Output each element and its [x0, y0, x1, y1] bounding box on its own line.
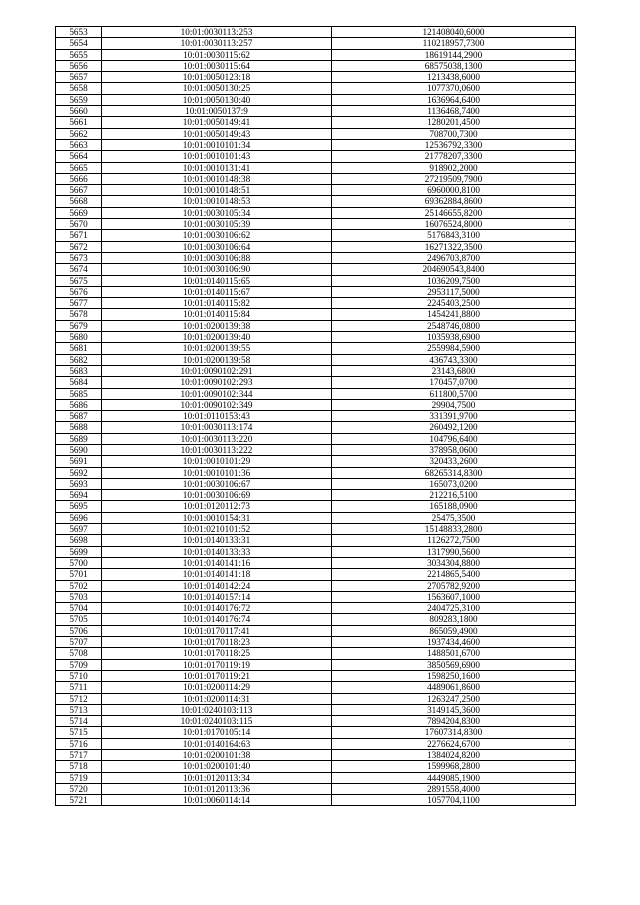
row-number-cell: 5695 — [56, 501, 102, 512]
cadastral-value-cell: 6960000,8100 — [332, 185, 576, 196]
cadastral-number-cell: 10:01:0140115:67 — [102, 286, 332, 297]
row-number-cell: 5683 — [56, 365, 102, 376]
cadastral-number-cell: 10:01:0140133:31 — [102, 535, 332, 546]
table-row — [56, 388, 576, 399]
cadastral-number-cell: 10:01:0140141:16 — [102, 557, 332, 568]
cadastral-number-cell: 10:01:0030106:69 — [102, 490, 332, 501]
row-number-cell: 5662 — [56, 128, 102, 139]
cadastral-number-cell: 10:01:0050130:40 — [102, 94, 332, 105]
cadastral-value-cell: 1126272,7500 — [332, 535, 576, 546]
cadastral-number-cell: 10:01:0170117:41 — [102, 625, 332, 636]
cadastral-number-cell: 10:01:0170105:14 — [102, 727, 332, 738]
cadastral-number-cell: 10:01:0030106:67 — [102, 478, 332, 489]
cadastral-number-cell: 10:01:0010148:53 — [102, 196, 332, 207]
table-row — [56, 241, 576, 252]
cadastral-value-cell: 16271322,3500 — [332, 241, 576, 252]
row-number-cell: 5672 — [56, 241, 102, 252]
cadastral-value-cell: 212216,5100 — [332, 490, 576, 501]
cadastral-number-cell: 10:01:0010101:36 — [102, 467, 332, 478]
table-row — [56, 399, 576, 410]
table-row — [56, 603, 576, 614]
table-row — [56, 727, 576, 738]
row-number-cell: 5674 — [56, 264, 102, 275]
cadastral-value-cell: 16076524,8000 — [332, 219, 576, 230]
table-row — [56, 625, 576, 636]
row-number-cell: 5654 — [56, 38, 102, 49]
row-number-cell: 5693 — [56, 478, 102, 489]
row-number-cell: 5696 — [56, 512, 102, 523]
row-number-cell: 5660 — [56, 106, 102, 117]
cadastral-number-cell: 10:01:0140142:24 — [102, 580, 332, 591]
cadastral-number-cell: 10:01:0030105:39 — [102, 219, 332, 230]
table-row — [56, 693, 576, 704]
row-number-cell: 5715 — [56, 727, 102, 738]
table-row — [56, 524, 576, 535]
table-row — [56, 704, 576, 715]
cadastral-number-cell: 10:01:0200101:38 — [102, 750, 332, 761]
cadastral-number-cell: 10:01:0140157:14 — [102, 591, 332, 602]
cadastral-number-cell: 10:01:0090102:291 — [102, 365, 332, 376]
row-number-cell: 5700 — [56, 557, 102, 568]
cadastral-number-cell: 10:01:0140164:63 — [102, 738, 332, 749]
cadastral-value-cell: 23143,6800 — [332, 365, 576, 376]
cadastral-value-cell: 1454241,8800 — [332, 309, 576, 320]
table-row — [56, 94, 576, 105]
cadastral-number-cell: 10:01:0170119:21 — [102, 670, 332, 681]
table-row — [56, 162, 576, 173]
cadastral-value-cell: 69362884,8600 — [332, 196, 576, 207]
table-row — [56, 196, 576, 207]
cadastral-value-cell: 1213438,6000 — [332, 72, 576, 83]
table-row — [56, 478, 576, 489]
cadastral-number-cell: 10:01:0050149:43 — [102, 128, 332, 139]
row-number-cell: 5709 — [56, 659, 102, 670]
table-row — [56, 490, 576, 501]
cadastral-value-cell: 5176843,3100 — [332, 230, 576, 241]
cadastral-number-cell: 10:01:0140176:72 — [102, 603, 332, 614]
cadastral-number-cell: 10:01:0200139:55 — [102, 343, 332, 354]
cadastral-value-cell: 1317990,5600 — [332, 546, 576, 557]
cadastral-number-cell: 10:01:0050137:9 — [102, 106, 332, 117]
cadastral-number-cell: 10:01:0170118:23 — [102, 637, 332, 648]
row-number-cell: 5697 — [56, 524, 102, 535]
cadastral-number-cell: 10:01:0030113:257 — [102, 38, 332, 49]
cadastral-value-cell: 27219509,7900 — [332, 173, 576, 184]
cadastral-number-cell: 10:01:0170119:19 — [102, 659, 332, 670]
table-row — [56, 38, 576, 49]
table-row — [56, 117, 576, 128]
cadastral-number-cell: 10:01:0090102:349 — [102, 399, 332, 410]
row-number-cell: 5713 — [56, 704, 102, 715]
table-row — [56, 659, 576, 670]
table-row — [56, 354, 576, 365]
row-number-cell: 5666 — [56, 173, 102, 184]
cadastral-number-cell: 10:01:0010154:31 — [102, 512, 332, 523]
row-number-cell: 5702 — [56, 580, 102, 591]
table-row — [56, 252, 576, 263]
row-number-cell: 5699 — [56, 546, 102, 557]
cadastral-number-cell: 10:01:0050130:25 — [102, 83, 332, 94]
table-row — [56, 173, 576, 184]
table-row — [56, 185, 576, 196]
cadastral-value-cell: 1488501,6700 — [332, 648, 576, 659]
table-row — [56, 546, 576, 557]
cadastral-number-cell: 10:01:0010101:43 — [102, 151, 332, 162]
cadastral-value-cell: 2891558,4000 — [332, 783, 576, 794]
table-body — [56, 27, 576, 806]
row-number-cell: 5694 — [56, 490, 102, 501]
cadastral-value-cell: 2245403,2500 — [332, 298, 576, 309]
cadastral-number-cell: 10:01:0210101:52 — [102, 524, 332, 535]
cadastral-value-cell: 1636964,6400 — [332, 94, 576, 105]
cadastral-value-cell: 260492,1200 — [332, 422, 576, 433]
row-number-cell: 5716 — [56, 738, 102, 749]
row-number-cell: 5686 — [56, 399, 102, 410]
row-number-cell: 5691 — [56, 456, 102, 467]
cadastral-value-cell: 2705782,9200 — [332, 580, 576, 591]
table-row — [56, 535, 576, 546]
row-number-cell: 5679 — [56, 320, 102, 331]
row-number-cell: 5688 — [56, 422, 102, 433]
row-number-cell: 5703 — [56, 591, 102, 602]
cadastral-value-cell: 1599968,2800 — [332, 761, 576, 772]
table-row — [56, 783, 576, 794]
cadastral-value-cell: 2276624,6700 — [332, 738, 576, 749]
cadastral-value-cell: 378958,0600 — [332, 444, 576, 455]
row-number-cell: 5678 — [56, 309, 102, 320]
row-number-cell: 5714 — [56, 716, 102, 727]
cadastral-value-cell: 170457,0700 — [332, 377, 576, 388]
cadastral-number-cell: 10:01:0200114:29 — [102, 682, 332, 693]
cadastral-value-cell: 4489061,8600 — [332, 682, 576, 693]
row-number-cell: 5719 — [56, 772, 102, 783]
row-number-cell: 5656 — [56, 60, 102, 71]
table-row — [56, 72, 576, 83]
table-row — [56, 219, 576, 230]
cadastral-value-cell: 1384024,8200 — [332, 750, 576, 761]
cadastral-value-cell: 1563607,1000 — [332, 591, 576, 602]
cadastral-value-cell: 1035938,6900 — [332, 332, 576, 343]
row-number-cell: 5669 — [56, 207, 102, 218]
row-number-cell: 5690 — [56, 444, 102, 455]
cadastral-value-cell: 17607314,8300 — [332, 727, 576, 738]
cadastral-number-cell: 10:01:0200101:40 — [102, 761, 332, 772]
cadastral-value-cell: 204690543,8400 — [332, 264, 576, 275]
table-row — [56, 569, 576, 580]
row-number-cell: 5675 — [56, 275, 102, 286]
row-number-cell: 5682 — [56, 354, 102, 365]
row-number-cell: 5668 — [56, 196, 102, 207]
cadastral-value-cell: 2404725,3100 — [332, 603, 576, 614]
row-number-cell: 5661 — [56, 117, 102, 128]
cadastral-number-cell: 10:01:0240103:115 — [102, 716, 332, 727]
table-row — [56, 772, 576, 783]
cadastral-value-cell: 1136468,7400 — [332, 106, 576, 117]
cadastral-value-cell: 12536792,3300 — [332, 139, 576, 150]
table-row — [56, 128, 576, 139]
row-number-cell: 5720 — [56, 783, 102, 794]
cadastral-value-cell: 121408040,6000 — [332, 27, 576, 38]
cadastral-number-cell: 10:01:0030106:88 — [102, 252, 332, 263]
row-number-cell: 5701 — [56, 569, 102, 580]
row-number-cell: 5671 — [56, 230, 102, 241]
row-number-cell: 5711 — [56, 682, 102, 693]
cadastral-number-cell: 10:01:0030106:62 — [102, 230, 332, 241]
cadastral-value-cell: 7894204,8300 — [332, 716, 576, 727]
cadastral-value-cell: 1937434,4600 — [332, 637, 576, 648]
row-number-cell: 5689 — [56, 433, 102, 444]
cadastral-value-cell: 809283,1800 — [332, 614, 576, 625]
cadastral-value-cell: 1077370,0600 — [332, 83, 576, 94]
table-row — [56, 467, 576, 478]
table-row — [56, 230, 576, 241]
row-number-cell: 5721 — [56, 795, 102, 806]
cadastral-value-cell: 25146655,8200 — [332, 207, 576, 218]
cadastral-value-cell: 165188,0900 — [332, 501, 576, 512]
table-row — [56, 207, 576, 218]
cadastral-value-cell: 1280201,4500 — [332, 117, 576, 128]
table-row — [56, 795, 576, 806]
cadastral-number-cell: 10:01:0200139:58 — [102, 354, 332, 365]
table-row — [56, 49, 576, 60]
cadastral-number-cell: 10:01:0120112:73 — [102, 501, 332, 512]
cadastral-number-cell: 10:01:0030105:34 — [102, 207, 332, 218]
row-number-cell: 5685 — [56, 388, 102, 399]
cadastral-value-cell: 3850569,6900 — [332, 659, 576, 670]
cadastral-value-cell: 25475,3500 — [332, 512, 576, 523]
table-row — [56, 320, 576, 331]
cadastral-number-cell: 10:01:0030115:64 — [102, 60, 332, 71]
table-row — [56, 309, 576, 320]
row-number-cell: 5653 — [56, 27, 102, 38]
row-number-cell: 5659 — [56, 94, 102, 105]
row-number-cell: 5705 — [56, 614, 102, 625]
cadastral-number-cell: 10:01:0120113:36 — [102, 783, 332, 794]
row-number-cell: 5692 — [56, 467, 102, 478]
cadastral-value-cell: 18619144,2900 — [332, 49, 576, 60]
cadastral-number-cell: 10:01:0140133:33 — [102, 546, 332, 557]
cadastral-value-cell: 15148833,2800 — [332, 524, 576, 535]
table-row — [56, 106, 576, 117]
row-number-cell: 5698 — [56, 535, 102, 546]
cadastral-number-cell: 10:01:0140141:18 — [102, 569, 332, 580]
cadastral-number-cell: 10:01:0200139:38 — [102, 320, 332, 331]
cadastral-number-cell: 10:01:0060114:14 — [102, 795, 332, 806]
cadastral-number-cell: 10:01:0050149:41 — [102, 117, 332, 128]
cadastral-value-cell: 1057704,1100 — [332, 795, 576, 806]
table-row — [56, 411, 576, 422]
table-row — [56, 512, 576, 523]
row-number-cell: 5718 — [56, 761, 102, 772]
row-number-cell: 5673 — [56, 252, 102, 263]
table-row — [56, 738, 576, 749]
table-row — [56, 750, 576, 761]
table-row — [56, 365, 576, 376]
cadastral-number-cell: 10:01:0030106:64 — [102, 241, 332, 252]
table-row — [56, 60, 576, 71]
cadastral-number-cell: 10:01:0200139:40 — [102, 332, 332, 343]
cadastral-value-cell: 320433,2600 — [332, 456, 576, 467]
cadastral-number-cell: 10:01:0140115:82 — [102, 298, 332, 309]
row-number-cell: 5665 — [56, 162, 102, 173]
row-number-cell: 5663 — [56, 139, 102, 150]
cadastral-number-cell: 10:01:0030106:90 — [102, 264, 332, 275]
cadastral-value-cell: 1036209,7500 — [332, 275, 576, 286]
cadastral-value-cell: 331391,9700 — [332, 411, 576, 422]
table-row — [56, 433, 576, 444]
table-row — [56, 591, 576, 602]
row-number-cell: 5681 — [56, 343, 102, 354]
cadastral-number-cell: 10:01:0110153:43 — [102, 411, 332, 422]
cadastral-number-cell: 10:01:0030113:253 — [102, 27, 332, 38]
row-number-cell: 5680 — [56, 332, 102, 343]
row-number-cell: 5717 — [56, 750, 102, 761]
cadastral-value-cell: 2953117,5000 — [332, 286, 576, 297]
cadastral-value-cell: 2559984,5900 — [332, 343, 576, 354]
cadastral-number-cell: 10:01:0010131:41 — [102, 162, 332, 173]
row-number-cell: 5655 — [56, 49, 102, 60]
row-number-cell: 5664 — [56, 151, 102, 162]
table-row — [56, 670, 576, 681]
cadastral-number-cell: 10:01:0030113:222 — [102, 444, 332, 455]
row-number-cell: 5706 — [56, 625, 102, 636]
cadastral-value-cell: 865059,4900 — [332, 625, 576, 636]
table-row — [56, 151, 576, 162]
table-row — [56, 83, 576, 94]
cadastral-value-cell: 21778207,3300 — [332, 151, 576, 162]
cadastral-value-cell: 918902,2000 — [332, 162, 576, 173]
cadastral-value-cell: 104796,6400 — [332, 433, 576, 444]
row-number-cell: 5708 — [56, 648, 102, 659]
row-number-cell: 5710 — [56, 670, 102, 681]
cadastral-value-cell: 68575038,1300 — [332, 60, 576, 71]
cadastral-number-cell: 10:01:0010148:51 — [102, 185, 332, 196]
row-number-cell: 5712 — [56, 693, 102, 704]
row-number-cell: 5677 — [56, 298, 102, 309]
cadastral-value-cell: 29904,7500 — [332, 399, 576, 410]
row-number-cell: 5687 — [56, 411, 102, 422]
cadastral-number-cell: 10:01:0090102:344 — [102, 388, 332, 399]
cadastral-value-cell: 3149145,3600 — [332, 704, 576, 715]
table-row — [56, 264, 576, 275]
cadastral-value-cell: 165073,0200 — [332, 478, 576, 489]
cadastral-number-cell: 10:01:0090102:293 — [102, 377, 332, 388]
row-number-cell: 5670 — [56, 219, 102, 230]
cadastral-value-cell: 3034304,8800 — [332, 557, 576, 568]
cadastral-number-cell: 10:01:0140115:84 — [102, 309, 332, 320]
table-row — [56, 637, 576, 648]
row-number-cell: 5657 — [56, 72, 102, 83]
table-row — [56, 761, 576, 772]
table-row — [56, 444, 576, 455]
table-row — [56, 682, 576, 693]
table-row — [56, 648, 576, 659]
table-row — [56, 332, 576, 343]
cadastral-number-cell: 10:01:0010101:29 — [102, 456, 332, 467]
cadastral-value-cell: 611800,5700 — [332, 388, 576, 399]
cadastral-number-cell: 10:01:0010148:38 — [102, 173, 332, 184]
cadastral-number-cell: 10:01:0200114:31 — [102, 693, 332, 704]
table-row — [56, 298, 576, 309]
table-row — [56, 456, 576, 467]
cadastral-number-cell: 10:01:0030113:174 — [102, 422, 332, 433]
cadastral-value-cell: 2548746,0800 — [332, 320, 576, 331]
cadastral-number-cell: 10:01:0050123:18 — [102, 72, 332, 83]
row-number-cell: 5704 — [56, 603, 102, 614]
row-number-cell: 5667 — [56, 185, 102, 196]
table-row — [56, 27, 576, 38]
row-number-cell: 5684 — [56, 377, 102, 388]
cadastral-number-cell: 10:01:0170118:25 — [102, 648, 332, 659]
table-row — [56, 422, 576, 433]
cadastral-number-cell: 10:01:0240103:113 — [102, 704, 332, 715]
table-row — [56, 139, 576, 150]
cadastral-number-cell: 10:01:0030115:62 — [102, 49, 332, 60]
cadastral-number-cell: 10:01:0010101:34 — [102, 139, 332, 150]
table-row — [56, 343, 576, 354]
cadastral-value-cell: 4449085,1900 — [332, 772, 576, 783]
table-row — [56, 557, 576, 568]
table-row — [56, 286, 576, 297]
table-row — [56, 275, 576, 286]
cadastral-value-cell: 2496703,8700 — [332, 252, 576, 263]
cadastral-value-cell: 68265314,8300 — [332, 467, 576, 478]
cadastral-value-cell: 708700,7300 — [332, 128, 576, 139]
table-row — [56, 501, 576, 512]
cadastral-value-cell: 2214865,5400 — [332, 569, 576, 580]
table-row — [56, 716, 576, 727]
cadastral-number-cell: 10:01:0120113:34 — [102, 772, 332, 783]
cadastral-value-table — [55, 26, 576, 806]
cadastral-value-cell: 1263247,2500 — [332, 693, 576, 704]
row-number-cell: 5707 — [56, 637, 102, 648]
table-row — [56, 614, 576, 625]
cadastral-value-cell: 1598250,1600 — [332, 670, 576, 681]
table-row — [56, 580, 576, 591]
cadastral-value-cell: 110218957,7300 — [332, 38, 576, 49]
table-row — [56, 377, 576, 388]
cadastral-value-cell: 436743,3300 — [332, 354, 576, 365]
cadastral-number-cell: 10:01:0030113:220 — [102, 433, 332, 444]
cadastral-number-cell: 10:01:0140115:65 — [102, 275, 332, 286]
row-number-cell: 5658 — [56, 83, 102, 94]
cadastral-number-cell: 10:01:0140176:74 — [102, 614, 332, 625]
row-number-cell: 5676 — [56, 286, 102, 297]
